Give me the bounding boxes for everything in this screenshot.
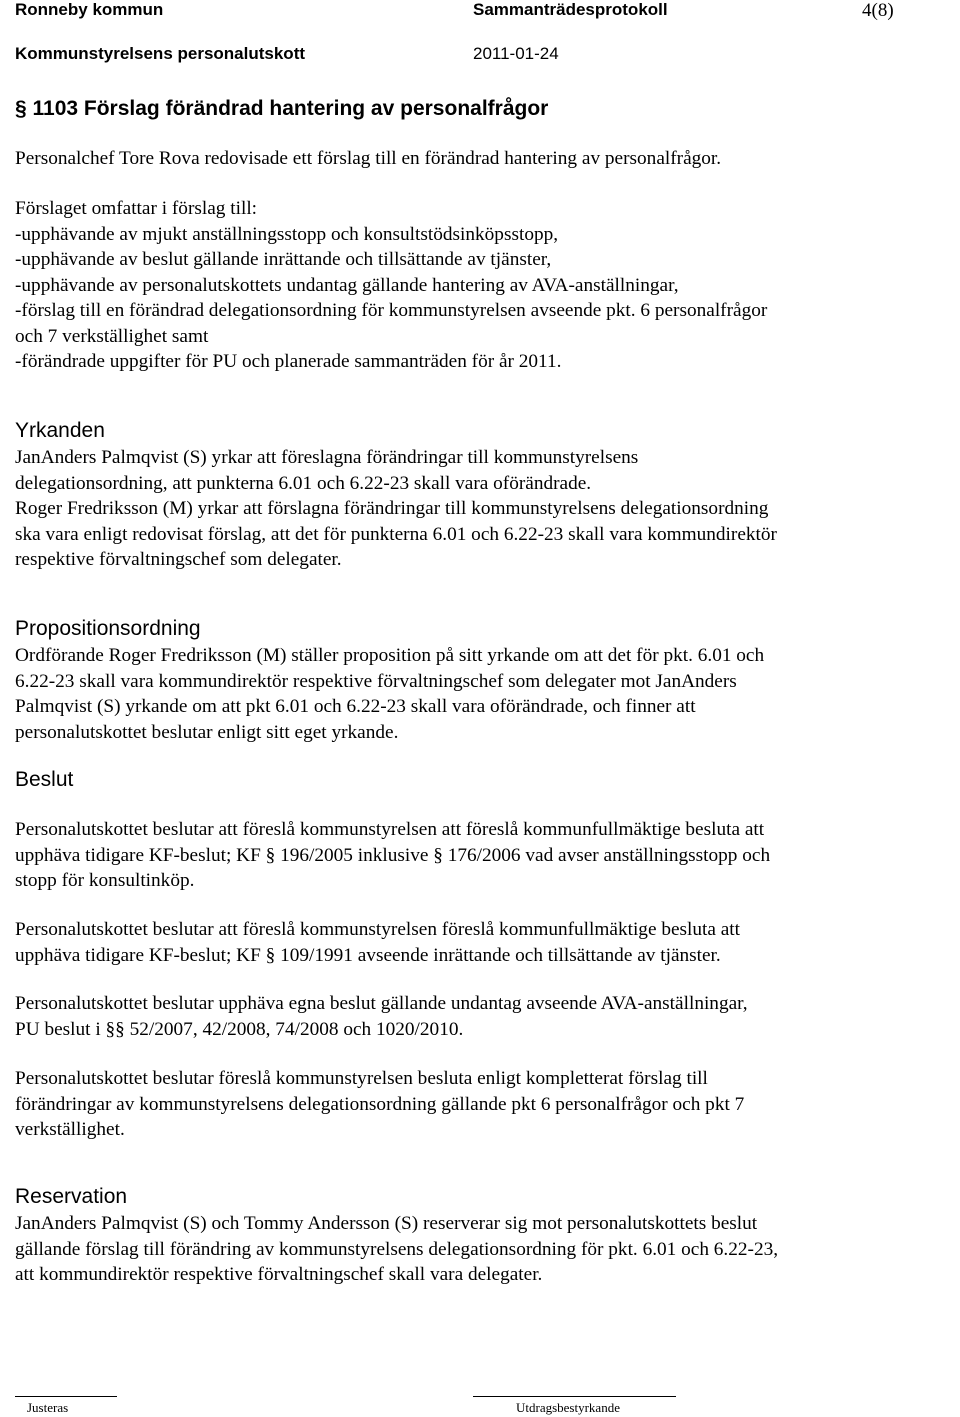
beslut-line: Personalutskottet beslutar att föreslå kommunstyrelsen föreslå kommunfullmäktige besluta att [15, 919, 741, 940]
propositionsordning-heading: Propositionsordning [15, 617, 201, 640]
reservation-line: att kommundirektör respektive förvaltningschef skall vara delegater. [15, 1264, 543, 1285]
beslut-line: förändringar av kommunstyrelsens delegationsordning gällande pkt 6 personalfrågor och pkt 7 [15, 1093, 745, 1115]
document-type: Sammanträdesprotokoll [473, 0, 668, 19]
propositionsordning-line: 6.22-23 skall vara kommundirektör respektive förvaltningschef som delegater mot JanAnders [15, 670, 737, 692]
propositionsordning-paragraph [15, 643, 764, 745]
beslut-line: Personalutskottet beslutar upphäva egna beslut gällande undantag avseende AVA-anställningar, [15, 993, 748, 1014]
yrkanden-line: Roger Fredriksson (M) yrkar att förslagna förändringar till kommunstyrelsens delegationsordning [15, 498, 769, 519]
proposal-line: Förslaget omfattar i förslag till: [15, 198, 258, 219]
beslut-line: Personalutskottet beslutar föreslå kommunstyrelsen besluta enligt kompletterat förslag till [15, 1068, 708, 1089]
reservation-heading: Reservation [15, 1185, 128, 1208]
yrkanden-line: JanAnders Palmqvist (S) yrkar att föreslagna förändringar till kommunstyrelsens [15, 447, 639, 468]
yrkanden-heading: Yrkanden [15, 419, 105, 442]
reservation-paragraph [15, 1211, 778, 1288]
yrkanden-paragraph [15, 445, 777, 573]
reservation-line: gällande förslag till förändring av kommunstyrelsens delegationsordning för pkt. 6.01 och 6.22-23, [15, 1238, 779, 1260]
meeting-date: 2011-01-24 [473, 44, 559, 63]
section-title: § 1103 Förslag förändrad hantering av personalfrågor [15, 97, 549, 120]
beslut-paragraph-1 [15, 817, 770, 894]
proposal-paragraph [15, 196, 767, 375]
beslut-paragraph-3 [15, 991, 748, 1042]
beslut-heading: Beslut [15, 768, 74, 791]
yrkanden-line: respektive förvaltningschef som delegater. [15, 549, 342, 570]
beslut-line: PU beslut i §§ 52/2007, 42/2008, 74/2008 och 1020/2010. [15, 1018, 464, 1040]
footer-justeras: Justeras [27, 1400, 69, 1415]
intro-line: Personalchef Tore Rova redovisade ett förslag till en förändrad hantering av personalfrågor. [15, 148, 722, 169]
reservation-line: JanAnders Palmqvist (S) och Tommy Andersson (S) reserverar sig mot personalutskottets beslut [15, 1213, 758, 1234]
beslut-line: upphäva tidigare KF-beslut; KF § 109/1991 avseende inrättande och tillsättande av tjänster. [15, 944, 721, 966]
proposal-line: -upphävande av personalutskottets undantag gällande hantering av AVA-anställningar, [15, 274, 679, 296]
justeras-signature-line [15, 1396, 117, 1397]
beslut-line: Personalutskottet beslutar att föreslå kommunstyrelsen att föreslå kommunfullmäktige besluta att [15, 819, 765, 840]
yrkanden-line: delegationsordning, att punkterna 6.01 och 6.22-23 skall vara oförändrade. [15, 472, 592, 494]
proposal-line: -upphävande av beslut gällande inrättande och tillsättande av tjänster, [15, 249, 552, 270]
beslut-paragraph-2 [15, 917, 740, 968]
propositionsordning-line: Palmqvist (S) yrkande om att pkt 6.01 och 6.22-23 skall vara oförändrade, och finner att [15, 696, 696, 717]
utdrag-signature-line [473, 1396, 676, 1397]
beslut-line: verkställighet. [15, 1119, 125, 1140]
footer-utdragsbestyrkande: Utdragsbestyrkande [516, 1400, 620, 1415]
beslut-line: upphäva tidigare KF-beslut; KF § 196/2005 inklusive § 176/2006 vad avser anställningsstopp och [15, 844, 771, 866]
propositionsordning-line: personalutskottet beslutar enligt sitt eget yrkande. [15, 721, 399, 743]
propositionsordning-line: Ordförande Roger Fredriksson (M) ställer proposition på sitt yrkande om att det för pkt. 6.01 och [15, 645, 765, 666]
intro-paragraph [15, 146, 721, 172]
page-number: 4(8) [862, 0, 894, 21]
proposal-line: -upphävande av mjukt anställningsstopp och konsultstödsinköpsstopp, [15, 223, 559, 245]
proposal-line: och 7 verkställighet samt [15, 325, 209, 347]
beslut-line: stopp för konsultinköp. [15, 870, 195, 891]
committee-name: Kommunstyrelsens personalutskott [15, 44, 306, 63]
yrkanden-line: ska vara enligt redovisat förslag, att det för punkterna 6.01 och 6.22-23 skall vara kommundirektör [15, 523, 777, 545]
org-name: Ronneby kommun [15, 0, 164, 19]
proposal-line: -förändrade uppgifter för PU och planerade sammanträden för år 2011. [15, 351, 562, 372]
proposal-line: -förslag till en förändrad delegationsordning för kommunstyrelsen avseende pkt. 6 personalfrågor [15, 300, 768, 321]
beslut-paragraph-4 [15, 1066, 744, 1143]
